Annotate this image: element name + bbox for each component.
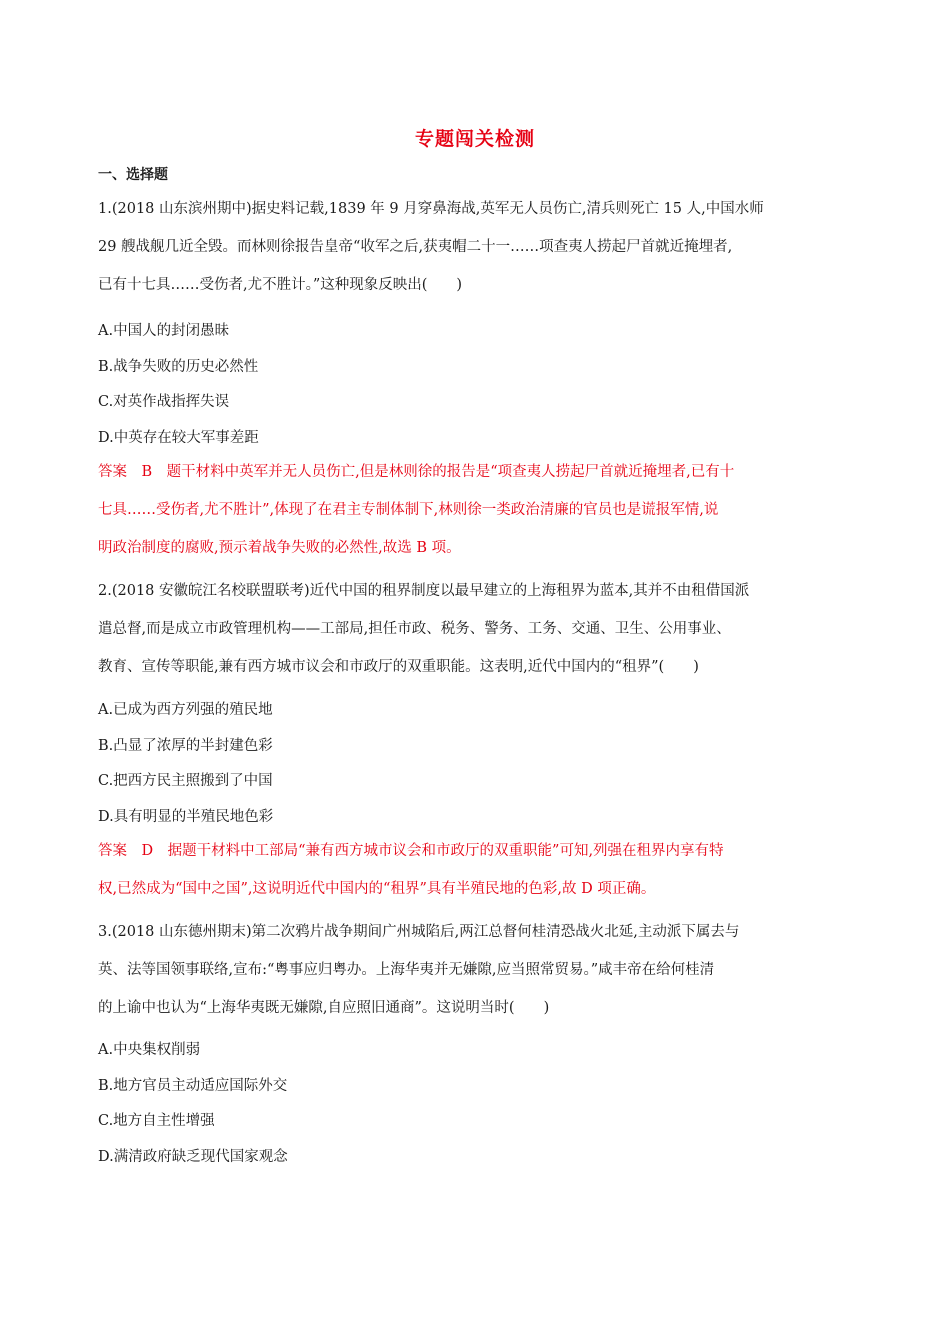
question-stem-line: 教育、宣传等职能,兼有西方城市议会和市政厅的双重职能。这表明,近代中国内的“租界”( ) (98, 659, 699, 675)
question-2-answer (98, 832, 858, 908)
section-heading: 一、选择题 (98, 167, 168, 183)
question-2-option-d: D.具有明显的半殖民地色彩 (98, 809, 274, 825)
question-stem-line: 1.(2018 山东滨州期中)据史料记载,1839 年 9 月穿鼻海战,英军无人员伤亡,清兵则死亡 15 人,中国水师 (98, 201, 764, 217)
answer-line: 答案 D 据题干材料中工部局“兼有西方城市议会和市政厅的双重职能”可知,列强在租界内享有特 (98, 843, 724, 859)
question-stem-line: 2.(2018 安徽皖江名校联盟联考)近代中国的租界制度以最早建立的上海租界为蓝本,其并不由租借国派 (98, 583, 750, 599)
question-1-answer (98, 453, 858, 567)
answer-line: 明政治制度的腐败,预示着战争失败的必然性,故选 B 项。 (98, 540, 461, 556)
question-stem-line: 遣总督,而是成立市政管理机构——工部局,担任市政、税务、警务、工务、交通、卫生、公用事业、 (98, 621, 731, 637)
question-1-stem (98, 190, 858, 304)
question-3-option-c: C.地方自主性增强 (98, 1113, 215, 1129)
question-1-option-d: D.中英存在较大军事差距 (98, 430, 259, 446)
question-3-stem (98, 913, 858, 1027)
page-title: 专题闯关检测 (414, 128, 535, 150)
question-1-option-b: B.战争失败的历史必然性 (98, 359, 259, 375)
question-2-option-c: C.把西方民主照搬到了中国 (98, 773, 273, 789)
answer-line: 七具……受伤者,尤不胜计”,体现了在君主专制体制下,林则徐一类政治清廉的官员也是谎报军情,说 (98, 502, 719, 518)
question-stem-line: 的上谕中也认为“上海华夷既无嫌隙,自应照旧通商”。这说明当时( ) (98, 1000, 550, 1016)
answer-line: 权,已然成为“国中之国”,这说明近代中国内的“租界”具有半殖民地的色彩,故 D 项正确。 (98, 881, 656, 897)
question-stem-line: 英、法等国领事联络,宣布:“粤事应归粤办。上海华夷并无嫌隙,应当照常贸易。”咸丰帝在给何桂清 (98, 962, 715, 978)
question-2-option-a: A.已成为西方列强的殖民地 (98, 702, 273, 718)
question-3-option-a: A.中央集权削弱 (98, 1042, 201, 1058)
question-1-option-c: C.对英作战指挥失误 (98, 394, 230, 410)
question-stem-line: 3.(2018 山东德州期末)第二次鸦片战争期间广州城陷后,两江总督何桂清恐战火北延,主动派下属去与 (98, 924, 740, 940)
question-2-stem (98, 572, 858, 686)
question-3-option-b: B.地方官员主动适应国际外交 (98, 1078, 288, 1094)
question-1-option-a: A.中国人的封闭愚昧 (98, 323, 230, 339)
question-stem-line: 29 艘战舰几近全毁。而林则徐报告皇帝“收军之后,获夷帽二十一……项查夷人捞起尸首就近掩埋者, (98, 239, 733, 255)
answer-line: 答案 B 题干材料中英军并无人员伤亡,但是林则徐的报告是“项查夷人捞起尸首就近掩埋者,已有十 (98, 464, 735, 480)
question-stem-line: 已有十七具……受伤者,尤不胜计。”这种现象反映出( ) (98, 277, 463, 293)
question-2-option-b: B.凸显了浓厚的半封建色彩 (98, 738, 273, 754)
question-3-option-d: D.满清政府缺乏现代国家观念 (98, 1149, 288, 1165)
